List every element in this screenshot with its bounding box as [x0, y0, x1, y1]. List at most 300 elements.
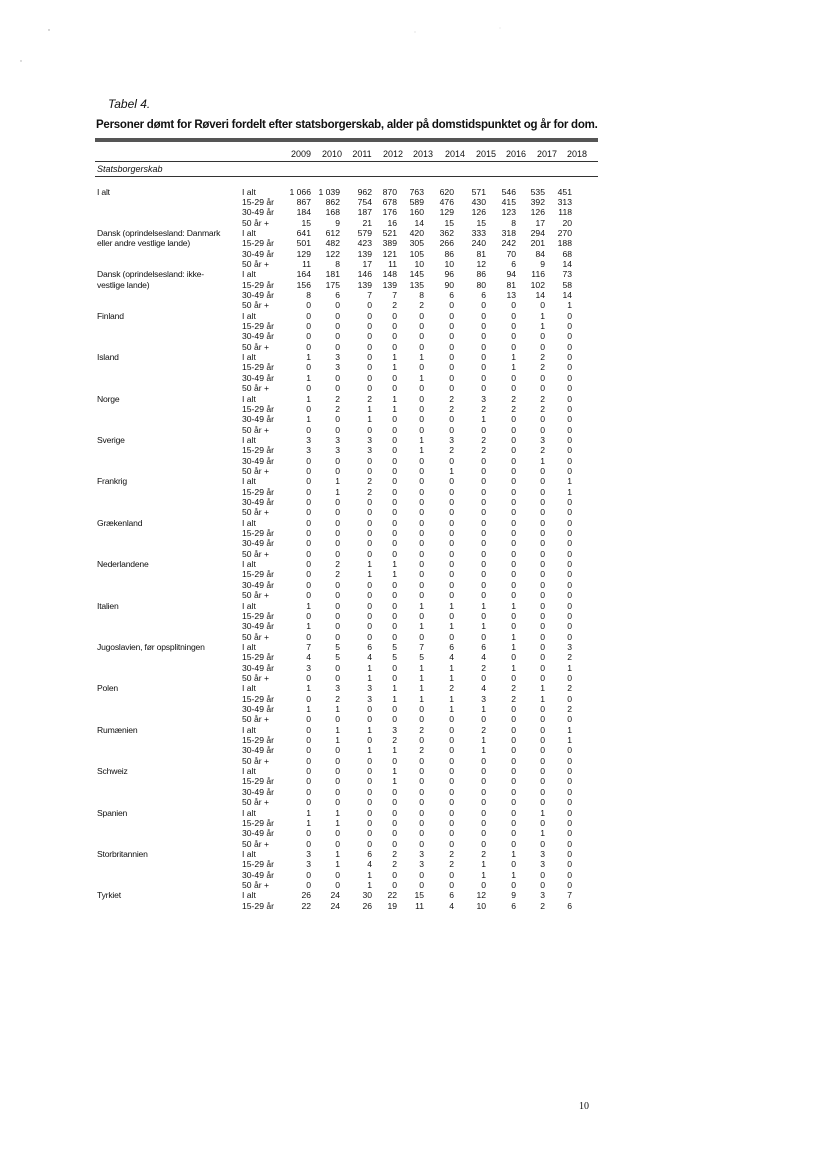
value-cell: 0: [306, 579, 311, 590]
value-cell: 0: [449, 610, 454, 621]
value-cell: 0: [567, 797, 572, 808]
table-row: [0, 280, 828, 290]
value-cell: 0: [367, 704, 372, 714]
value-cell: 0: [540, 776, 545, 787]
value-cell: 0: [335, 579, 340, 590]
value-cell: 3: [306, 445, 311, 456]
value-cell: 7: [419, 641, 424, 652]
value-cell: 5: [335, 652, 340, 663]
value-cell: 0: [419, 486, 424, 497]
age-group-cell: 30-49 år: [242, 497, 275, 507]
age-group-cell: 15-29 år: [242, 362, 275, 373]
value-cell: 9: [540, 258, 545, 269]
age-group-cell: 15-29 år: [242, 196, 275, 207]
age-group-cell: 15-29 år: [242, 900, 275, 911]
value-cell: 6: [335, 290, 340, 300]
value-cell: 0: [367, 383, 372, 394]
value-cell: 0: [367, 424, 372, 435]
value-cell: 0: [540, 724, 545, 735]
value-cell: 0: [449, 538, 454, 549]
value-cell: 126: [530, 207, 545, 218]
table-row: [0, 745, 828, 755]
value-cell: 0: [511, 745, 516, 756]
table-row: [0, 342, 828, 352]
value-cell: 3: [306, 848, 311, 859]
value-cell: 145: [409, 269, 424, 280]
value-cell: 0: [481, 579, 486, 590]
age-group-cell: I alt: [242, 724, 256, 735]
value-cell: 1: [540, 693, 545, 704]
value-cell: 1: [419, 621, 424, 632]
value-cell: 26: [362, 900, 372, 911]
value-cell: 6: [567, 900, 572, 911]
value-cell: 0: [306, 766, 311, 777]
value-cell: 2: [481, 434, 486, 445]
age-group-cell: 50 år +: [242, 341, 269, 352]
value-cell: 0: [567, 776, 572, 787]
value-cell: 313: [557, 196, 572, 207]
value-cell: 1: [306, 683, 311, 694]
value-cell: 0: [419, 414, 424, 425]
value-cell: 0: [335, 497, 340, 507]
table-row: [0, 621, 828, 631]
value-cell: 3: [481, 693, 486, 704]
age-group-cell: 30-49 år: [242, 621, 275, 632]
value-cell: 0: [540, 476, 545, 487]
value-cell: 20: [562, 217, 572, 228]
value-cell: 482: [325, 238, 340, 249]
value-cell: 0: [335, 631, 340, 642]
value-cell: 3: [335, 434, 340, 445]
value-cell: 1: [419, 672, 424, 683]
value-cell: 3: [367, 693, 372, 704]
value-cell: 0: [392, 817, 397, 828]
value-cell: 0: [511, 735, 516, 746]
value-cell: 0: [392, 310, 397, 321]
value-cell: 0: [367, 579, 372, 590]
age-group-cell: 30-49 år: [242, 331, 275, 342]
value-cell: 0: [511, 621, 516, 632]
value-cell: 0: [306, 776, 311, 787]
value-cell: 181: [325, 269, 340, 280]
value-cell: 0: [335, 455, 340, 466]
value-cell: 0: [367, 714, 372, 725]
value-cell: 0: [367, 838, 372, 849]
value-cell: 17: [362, 258, 372, 269]
value-cell: 1: [367, 414, 372, 425]
value-cell: 5: [392, 641, 397, 652]
value-cell: 0: [419, 797, 424, 808]
table-row: [0, 642, 828, 652]
value-cell: 535: [530, 186, 545, 197]
value-cell: 102: [530, 279, 545, 290]
table-row: [0, 632, 828, 642]
age-group-cell: 50 år +: [242, 797, 269, 808]
table-row: [0, 870, 828, 880]
value-cell: 3: [419, 848, 424, 859]
table-row: [0, 549, 828, 559]
value-cell: 1: [567, 735, 572, 746]
value-cell: 0: [419, 807, 424, 818]
value-cell: 187: [357, 207, 372, 218]
value-cell: 0: [449, 745, 454, 756]
value-cell: 0: [567, 672, 572, 683]
value-cell: 19: [387, 900, 397, 911]
value-cell: 579: [357, 227, 372, 238]
value-cell: 0: [306, 838, 311, 849]
age-group-cell: 50 år +: [242, 258, 269, 269]
age-group-cell: 50 år +: [242, 590, 269, 601]
table-row: [0, 601, 828, 611]
value-cell: 5: [335, 641, 340, 652]
value-cell: 0: [306, 869, 311, 880]
age-group-cell: 15-29 år: [242, 321, 275, 332]
value-cell: 2: [449, 393, 454, 404]
value-cell: 0: [392, 517, 397, 528]
value-cell: 68: [562, 248, 572, 259]
year-header-2015: 2015: [475, 149, 497, 159]
value-cell: 1: [335, 848, 340, 859]
value-cell: 2: [449, 683, 454, 694]
value-cell: 0: [367, 321, 372, 332]
category-label: Schweiz: [97, 766, 128, 777]
value-cell: 0: [511, 538, 516, 549]
value-cell: 10: [476, 900, 486, 911]
value-cell: 0: [540, 372, 545, 383]
value-cell: 0: [449, 559, 454, 570]
value-cell: 0: [481, 766, 486, 777]
value-cell: 0: [306, 631, 311, 642]
value-cell: 0: [449, 828, 454, 839]
value-cell: 0: [540, 486, 545, 497]
value-cell: 0: [306, 403, 311, 414]
table-row: [0, 808, 828, 818]
table-row: [0, 476, 828, 486]
value-cell: 1: [540, 683, 545, 694]
value-cell: 415: [501, 196, 516, 207]
value-cell: 0: [511, 517, 516, 528]
value-cell: 123: [501, 207, 516, 218]
value-cell: 0: [567, 621, 572, 632]
value-cell: 81: [476, 248, 486, 259]
value-cell: 0: [306, 745, 311, 756]
value-cell: 0: [419, 321, 424, 332]
value-cell: 0: [335, 310, 340, 321]
value-cell: 0: [567, 569, 572, 580]
value-cell: 8: [419, 290, 424, 300]
value-cell: 146: [357, 269, 372, 280]
table-row: [0, 445, 828, 455]
age-group-cell: 15-29 år: [242, 652, 275, 663]
value-cell: 2: [419, 300, 424, 311]
value-cell: 1: [419, 662, 424, 673]
value-cell: 0: [392, 414, 397, 425]
table-row: [0, 714, 828, 724]
value-cell: 0: [567, 321, 572, 332]
value-cell: 0: [367, 735, 372, 746]
value-cell: 2: [511, 683, 516, 694]
value-cell: 0: [449, 817, 454, 828]
value-cell: 2: [481, 848, 486, 859]
table-row: [0, 828, 828, 838]
value-cell: 1: [335, 807, 340, 818]
value-cell: 0: [567, 745, 572, 756]
value-cell: 1: [306, 704, 311, 714]
value-cell: 1: [367, 869, 372, 880]
value-cell: 21: [362, 217, 372, 228]
value-cell: 0: [306, 341, 311, 352]
value-cell: 0: [392, 631, 397, 642]
value-cell: 0: [481, 372, 486, 383]
value-cell: 1: [306, 621, 311, 632]
value-cell: 73: [562, 269, 572, 280]
value-cell: 0: [367, 621, 372, 632]
value-cell: 1: [419, 372, 424, 383]
value-cell: 0: [540, 528, 545, 539]
value-cell: 0: [449, 724, 454, 735]
value-cell: 10: [414, 258, 424, 269]
value-cell: 0: [335, 745, 340, 756]
table-row: [0, 880, 828, 890]
value-cell: 0: [481, 362, 486, 373]
value-cell: 0: [567, 579, 572, 590]
value-cell: 1: [419, 600, 424, 611]
value-cell: 0: [449, 383, 454, 394]
age-group-cell: 30-49 år: [242, 828, 275, 839]
value-cell: 0: [335, 528, 340, 539]
value-cell: 1: [306, 372, 311, 383]
value-cell: 0: [567, 372, 572, 383]
value-cell: 0: [367, 755, 372, 766]
value-cell: 0: [335, 879, 340, 890]
value-cell: 0: [567, 714, 572, 725]
value-cell: 0: [392, 672, 397, 683]
value-cell: 3: [367, 434, 372, 445]
value-cell: 1: [335, 735, 340, 746]
value-cell: 1: [335, 704, 340, 714]
value-cell: 2: [419, 724, 424, 735]
age-group-cell: 15-29 år: [242, 569, 275, 580]
value-cell: 0: [481, 383, 486, 394]
value-cell: 0: [419, 590, 424, 601]
value-cell: 2: [511, 403, 516, 414]
value-cell: 0: [306, 300, 311, 311]
value-cell: 16: [387, 217, 397, 228]
value-cell: 641: [296, 227, 311, 238]
value-cell: 0: [419, 838, 424, 849]
value-cell: 0: [511, 714, 516, 725]
value-cell: 0: [419, 776, 424, 787]
value-cell: 0: [567, 766, 572, 777]
section-header: Statsborgerskab: [97, 164, 163, 174]
value-cell: 1: [511, 362, 516, 373]
value-cell: 0: [367, 310, 372, 321]
value-cell: 0: [449, 807, 454, 818]
value-cell: 2: [511, 693, 516, 704]
category-label: Frankrig: [97, 476, 127, 487]
value-cell: 0: [511, 569, 516, 580]
value-cell: 0: [392, 528, 397, 539]
value-cell: 0: [306, 476, 311, 487]
value-cell: 0: [481, 807, 486, 818]
value-cell: 176: [382, 207, 397, 218]
value-cell: 0: [449, 569, 454, 580]
value-cell: 0: [511, 704, 516, 714]
value-cell: 0: [419, 528, 424, 539]
value-cell: 451: [557, 186, 572, 197]
value-cell: 0: [567, 517, 572, 528]
table-row: [0, 673, 828, 683]
value-cell: 9: [335, 217, 340, 228]
table-label: Tabel 4.: [108, 97, 151, 111]
value-cell: 1: [306, 807, 311, 818]
value-cell: 0: [392, 704, 397, 714]
value-cell: 0: [419, 714, 424, 725]
value-cell: 1: [511, 631, 516, 642]
value-cell: 0: [392, 797, 397, 808]
value-cell: 0: [511, 579, 516, 590]
value-cell: 0: [449, 424, 454, 435]
value-cell: 0: [367, 341, 372, 352]
age-group-cell: I alt: [242, 807, 256, 818]
category-label: Island: [97, 352, 119, 363]
value-cell: 571: [471, 186, 486, 197]
value-cell: 0: [392, 434, 397, 445]
value-cell: 0: [511, 497, 516, 507]
value-cell: 1: [367, 569, 372, 580]
value-cell: 0: [540, 341, 545, 352]
value-cell: 0: [419, 879, 424, 890]
value-cell: 1: [335, 486, 340, 497]
value-cell: 266: [439, 238, 454, 249]
value-cell: 0: [449, 414, 454, 425]
value-cell: 6: [481, 641, 486, 652]
value-cell: 867: [296, 196, 311, 207]
value-cell: 2: [392, 848, 397, 859]
table-row: [0, 559, 828, 569]
value-cell: 2: [367, 476, 372, 487]
value-cell: 0: [419, 817, 424, 828]
value-cell: 0: [481, 507, 486, 518]
value-cell: 0: [567, 869, 572, 880]
category-label: vestlige lande): [97, 279, 150, 290]
value-cell: 0: [567, 445, 572, 456]
age-group-cell: I alt: [242, 766, 256, 777]
table-row: [0, 590, 828, 600]
value-cell: 318: [501, 227, 516, 238]
value-cell: 0: [335, 672, 340, 683]
value-cell: 1: [419, 445, 424, 456]
value-cell: 0: [392, 321, 397, 332]
value-cell: 1: [540, 828, 545, 839]
value-cell: 126: [471, 207, 486, 218]
value-cell: 201: [530, 238, 545, 249]
value-cell: 0: [511, 331, 516, 342]
value-cell: 6: [481, 290, 486, 300]
value-cell: 501: [296, 238, 311, 249]
category-label: Norge: [97, 393, 120, 404]
age-group-cell: 15-29 år: [242, 445, 275, 456]
value-cell: 2: [481, 403, 486, 414]
value-cell: 1: [392, 393, 397, 404]
value-cell: 2: [392, 300, 397, 311]
value-cell: 0: [540, 538, 545, 549]
value-cell: 0: [335, 517, 340, 528]
value-cell: 2: [540, 393, 545, 404]
value-cell: 129: [439, 207, 454, 218]
value-cell: 0: [540, 424, 545, 435]
table-row: [0, 735, 828, 745]
value-cell: 0: [367, 465, 372, 476]
value-cell: 0: [419, 704, 424, 714]
value-cell: 0: [481, 776, 486, 787]
value-cell: 0: [567, 455, 572, 466]
value-cell: 0: [367, 517, 372, 528]
value-cell: 0: [511, 300, 516, 311]
value-cell: 362: [439, 227, 454, 238]
value-cell: 0: [449, 631, 454, 642]
value-cell: 1: [367, 724, 372, 735]
value-cell: 0: [335, 786, 340, 797]
value-cell: 0: [419, 735, 424, 746]
table-row: [0, 311, 828, 321]
category-label: Finland: [97, 310, 124, 321]
year-header-2018: 2018: [566, 149, 588, 159]
value-cell: 0: [335, 538, 340, 549]
value-cell: 0: [419, 341, 424, 352]
value-cell: 962: [357, 186, 372, 197]
value-cell: 0: [511, 486, 516, 497]
value-cell: 3: [335, 352, 340, 363]
value-cell: 0: [306, 797, 311, 808]
value-cell: 1: [306, 414, 311, 425]
value-cell: 0: [306, 455, 311, 466]
table-row: [0, 404, 828, 414]
value-cell: 476: [439, 196, 454, 207]
value-cell: 1: [481, 859, 486, 870]
value-cell: 1: [392, 352, 397, 363]
value-cell: 0: [481, 797, 486, 808]
value-cell: 0: [449, 331, 454, 342]
value-cell: 0: [567, 631, 572, 642]
value-cell: 3: [540, 848, 545, 859]
value-cell: 0: [449, 486, 454, 497]
value-cell: 3: [367, 683, 372, 694]
value-cell: 0: [481, 828, 486, 839]
value-cell: 0: [481, 838, 486, 849]
value-cell: 0: [449, 879, 454, 890]
value-cell: 0: [449, 321, 454, 332]
age-group-cell: 50 år +: [242, 300, 269, 311]
value-cell: 1: [367, 745, 372, 756]
value-cell: 0: [481, 465, 486, 476]
value-cell: 2: [540, 352, 545, 363]
value-cell: 0: [511, 507, 516, 518]
value-cell: 0: [481, 528, 486, 539]
value-cell: 1: [481, 735, 486, 746]
value-cell: 0: [540, 548, 545, 559]
value-cell: 0: [540, 755, 545, 766]
value-cell: 1: [481, 745, 486, 756]
value-cell: 0: [511, 455, 516, 466]
table-row: [0, 300, 828, 310]
value-cell: 1: [481, 414, 486, 425]
value-cell: 0: [511, 755, 516, 766]
age-group-cell: I alt: [242, 890, 256, 901]
value-cell: 0: [335, 465, 340, 476]
value-cell: 1: [419, 434, 424, 445]
value-cell: 0: [392, 662, 397, 673]
